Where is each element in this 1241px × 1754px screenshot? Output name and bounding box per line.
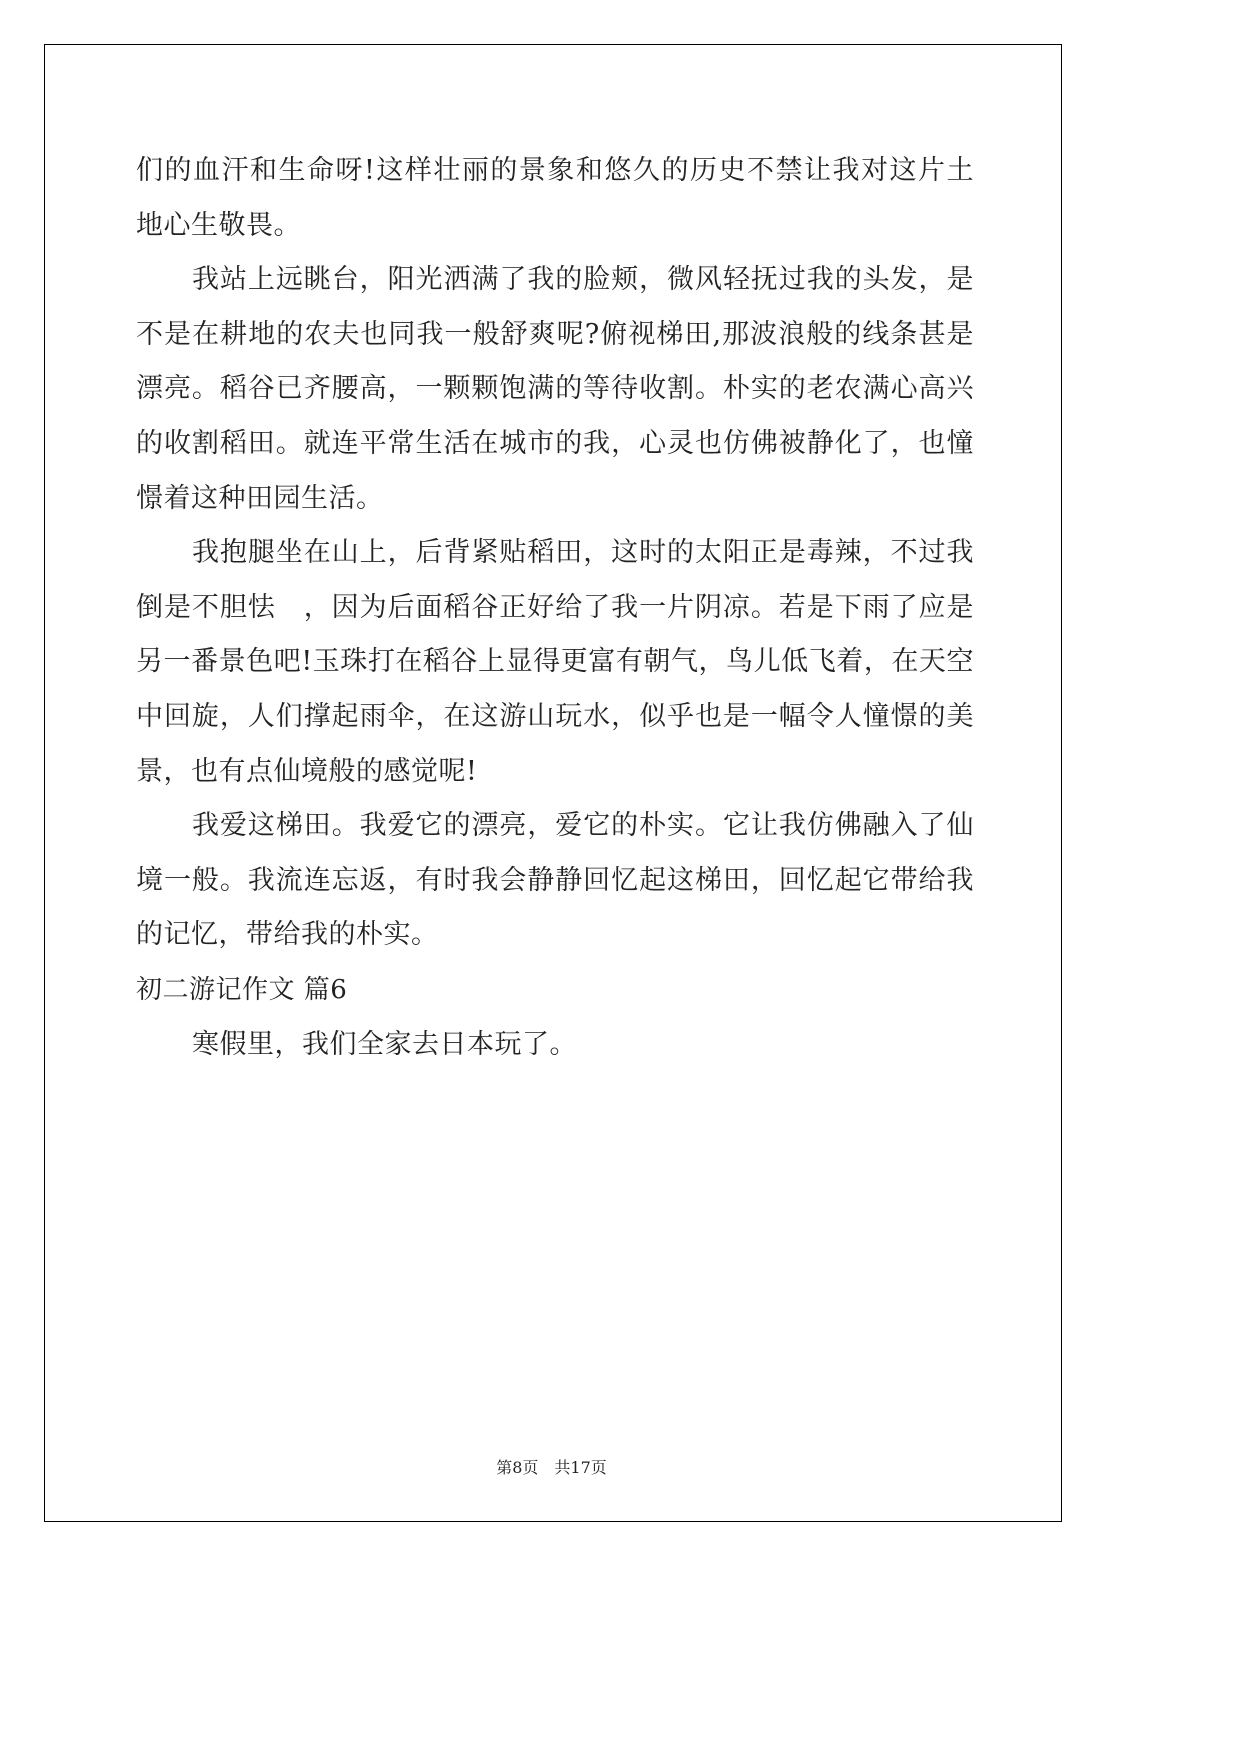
text-line: 不是在耕地的农夫也同我一般舒爽呢?俯视梯田,那波浪般的线条甚是	[136, 318, 974, 350]
paragraph-first-line: 寒假里，我们全家去日本玩了。	[192, 1028, 577, 1060]
page-footer: 第8页 共17页	[496, 1458, 607, 1477]
text-line: 漂亮。稻谷已齐腰高，一颗颗饱满的等待收割。朴实的老农满心高兴	[136, 373, 974, 405]
text-line: 地心生敬畏。	[136, 209, 301, 241]
text-line: 们的血汗和生命呀!这样壮丽的景象和悠久的历史不禁让我对这片土	[136, 155, 974, 186]
text-line: 境一般。我流连忘返，有时我会静静回忆起这梯田，回忆起它带给我	[136, 864, 974, 896]
document-body	[136, 144, 974, 1072]
text-line: 景，也有点仙境般的感觉呢!	[136, 755, 478, 787]
paragraph-first-line: 我爱这梯田。我爱它的漂亮，爱它的朴实。它让我仿佛融入了仙	[192, 810, 974, 842]
text-line: 中回旋，人们撑起雨伞，在这游山玩水，似乎也是一幅令人憧憬的美	[136, 700, 974, 732]
text-line: 另一番景色吧!玉珠打在稻谷上显得更富有朝气，鸟儿低飞着，在天空	[136, 646, 974, 678]
paragraph-first-line: 我抱腿坐在山上，后背紧贴稻田，这时的太阳正是毒辣，不过我	[192, 537, 974, 569]
text-line: 倒是不胆怯 ，因为后面稻谷正好给了我一片阴凉。若是下雨了应是	[136, 591, 974, 623]
text-line: 憬着这种田园生活。	[136, 482, 384, 514]
paragraph-first-line: 我站上远眺台，阳光洒满了我的脸颊，微风轻抚过我的头发，是	[192, 264, 974, 296]
text-line: 的收割稻田。就连平常生活在城市的我，心灵也仿佛被静化了，也憧	[136, 427, 974, 459]
section-heading: 初二游记作文 篇6	[136, 974, 348, 1005]
text-line: 的记忆，带给我的朴实。	[136, 919, 439, 951]
